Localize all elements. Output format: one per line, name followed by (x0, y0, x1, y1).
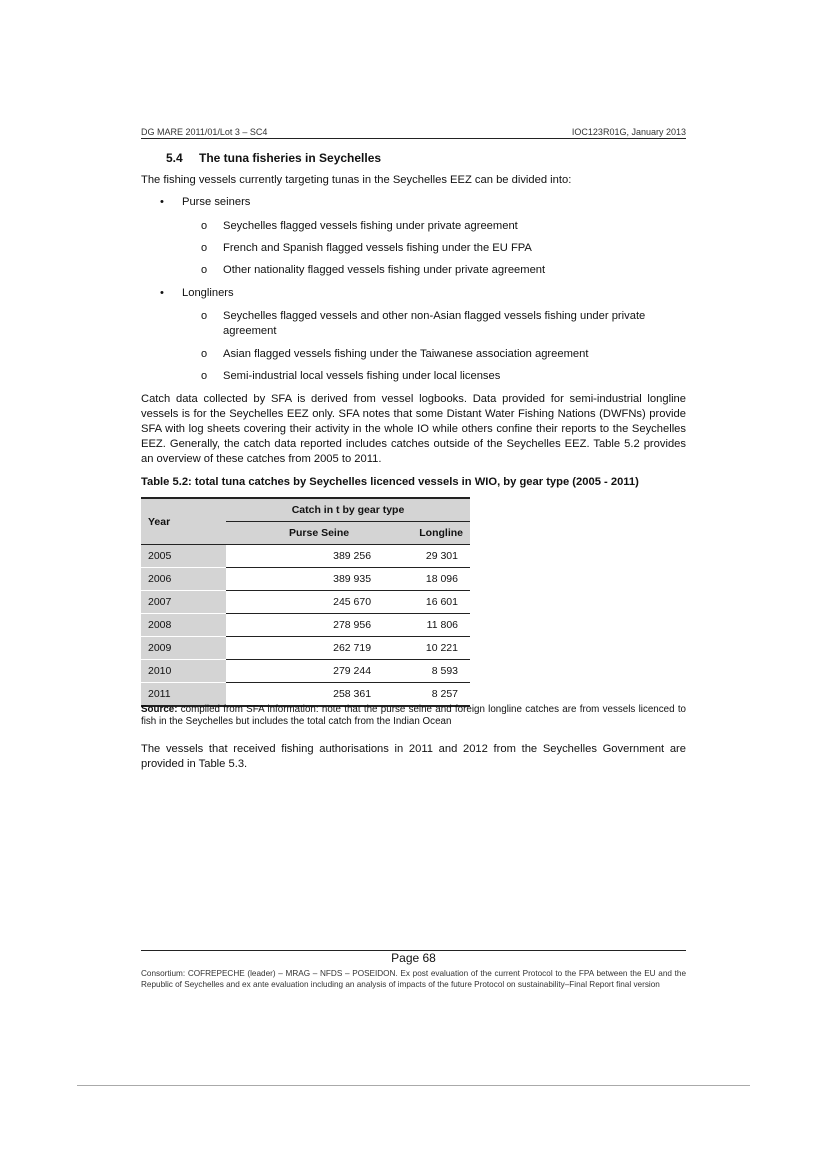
purse-seine-cell: 279 244 (226, 660, 382, 683)
viewer-bottom-divider (77, 1085, 750, 1086)
header-left: DG MARE 2011/01/Lot 3 – SC4 (141, 127, 268, 137)
section-title: The tuna fisheries in Seychelles (199, 151, 382, 165)
sub-item-text: Seychelles flagged vessels fishing under private agreement (223, 220, 518, 232)
sub-bullet: o (201, 370, 208, 382)
catch-table (141, 497, 470, 707)
sub-item-text: Asian flagged vessels fishing under the Taiwanese association agreement (223, 348, 589, 360)
section-heading (166, 151, 381, 165)
year-cell: 2007 (141, 591, 226, 614)
table-row (141, 545, 470, 568)
sub-bullet: o (201, 348, 208, 360)
group-header: Catch in t by gear type (226, 498, 470, 522)
longline-cell: 29 301 (382, 545, 470, 568)
year-cell: 2006 (141, 568, 226, 591)
bullet-label: Purse seiners (182, 196, 251, 208)
longline-header: Longline (382, 522, 470, 545)
table-caption: Table 5.2: total tuna catches by Seychelles licenced vessels in WIO, by gear type (2005 - 2011) (141, 476, 639, 488)
section-number: 5.4 (166, 151, 183, 165)
sub-item-text: French and Spanish flagged vessels fishing under the EU FPA (223, 242, 532, 254)
year-cell: 2005 (141, 545, 226, 568)
sub-bullet: o (201, 264, 208, 276)
source-text: compiled from SFA information: note that the purse seine and foreign longline catches are from vessels licenced to fish in the Seychelles but includes the total catch from the Indian Ocean (141, 704, 686, 727)
catch-data-paragraph: Catch data collected by SFA is derived from vessel logbooks. Data provided for semi-industrial longline vessels is for the Seychelles EEZ only. SFA notes that some Distant Water Fishing Nations (DWFNs) provide SFA with log sheets covering their activity in the whole IO while others confine their reports to the Seychelles EEZ. Generally, the catch data reported includes catches outside of the Seychelles EEZ. Table 5.2 provides an overview of these catches from 2005 to 2011. (141, 393, 686, 465)
purse-seine-header: Purse Seine (226, 522, 382, 545)
intro-paragraph: The fishing vessels currently targeting tunas in the Seychelles EEZ can be divided into: (141, 174, 572, 186)
page-header (141, 124, 686, 139)
table-row (141, 660, 470, 683)
table-source-note (141, 704, 686, 728)
bullet-dot: • (160, 196, 164, 208)
bullet-label: Longliners (182, 287, 234, 299)
purse-seine-cell: 262 719 (226, 637, 382, 660)
table-row (141, 637, 470, 660)
purse-seine-cell: 389 935 (226, 568, 382, 591)
sub-item-text: Semi-industrial local vessels fishing under local licenses (223, 370, 501, 382)
longline-cell: 16 601 (382, 591, 470, 614)
sub-item-text: Other nationality flagged vessels fishing under private agreement (223, 264, 546, 276)
header-right: IOC123R01G, January 2013 (571, 127, 686, 137)
longline-cell: 11 806 (382, 614, 470, 637)
year-cell: 2011 (141, 683, 226, 707)
table-row (141, 683, 470, 707)
year-cell: 2009 (141, 637, 226, 660)
purse-seine-cell: 258 361 (226, 683, 382, 707)
bullet-dot: • (160, 287, 164, 299)
longline-cell: 8 257 (382, 683, 470, 707)
footer-text: Consortium: COFREPECHE (leader) – MRAG – NFDS – POSEIDON. Ex post evaluation of the current Protocol to the FPA between the EU and the Republic of Seychelles and ex ante evaluation including an analysis of impacts of the future Protocol on sustainability–Final Report final version (141, 969, 686, 989)
table-row (141, 591, 470, 614)
table-row (141, 568, 470, 591)
purse-seine-cell: 278 956 (226, 614, 382, 637)
longline-cell: 8 593 (382, 660, 470, 683)
longline-cell: 18 096 (382, 568, 470, 591)
page-number: Page 68 (391, 951, 436, 965)
closing-paragraph: The vessels that received fishing authorisations in 2011 and 2012 from the Seychelles Government are provided in Table 5.3. (141, 743, 686, 770)
sub-bullet: o (201, 310, 208, 322)
source-label: Source: (141, 704, 178, 715)
year-header: Year (141, 498, 226, 545)
table-row (141, 614, 470, 637)
purse-seine-cell: 389 256 (226, 545, 382, 568)
year-cell: 2010 (141, 660, 226, 683)
sub-bullet: o (201, 220, 208, 232)
longline-cell: 10 221 (382, 637, 470, 660)
table-header-row (141, 498, 470, 522)
sub-item-text: Seychelles flagged vessels and other non-Asian flagged vessels fishing under private agreement (223, 310, 646, 337)
year-cell: 2008 (141, 614, 226, 637)
purse-seine-cell: 245 670 (226, 591, 382, 614)
sub-bullet: o (201, 242, 208, 254)
